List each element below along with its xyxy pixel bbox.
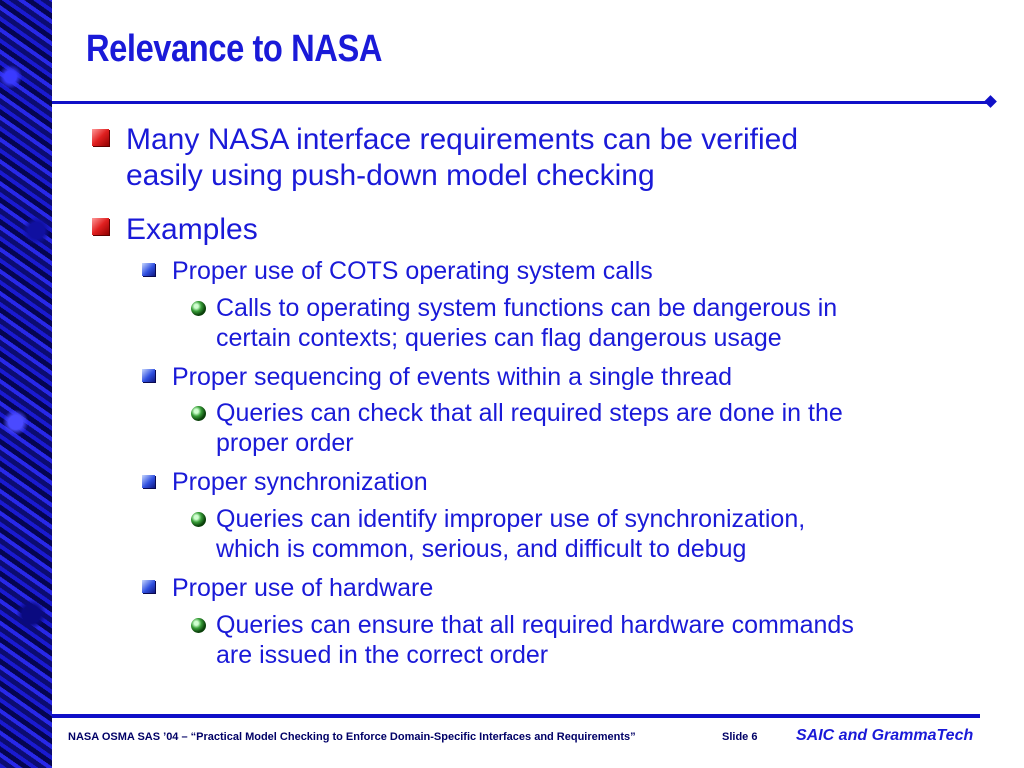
slide-title: Relevance to NASA	[86, 28, 382, 70]
sub-bullet-3-detail	[216, 504, 976, 564]
sub-bullet-2: Proper sequencing of events within a single thread	[172, 363, 733, 391]
green-sphere-bullet-icon	[191, 618, 206, 633]
detail-line: are issued in the correct order	[216, 641, 549, 669]
detail-line: Queries can check that all required steps are done in the	[216, 399, 843, 427]
bullet-1-line-2: easily using push-down model checking	[126, 159, 655, 192]
red-square-bullet-icon	[92, 218, 109, 235]
sub-bullet-2-detail	[216, 398, 976, 458]
sub-bullet-1: Proper use of COTS operating system calls	[172, 257, 653, 285]
detail-line: which is common, serious, and difficult to debug	[216, 535, 747, 563]
sub-bullet-3: Proper synchronization	[172, 468, 428, 496]
green-sphere-bullet-icon	[191, 301, 206, 316]
detail-line: proper order	[216, 429, 354, 457]
sub-bullet-4: Proper use of hardware	[172, 574, 434, 602]
detail-line: Queries can identify improper use of synchronization,	[216, 505, 806, 533]
sub-bullet-1-detail	[216, 293, 976, 353]
bullet-1-line-1: Many NASA interface requirements can be verified	[126, 123, 798, 156]
slide-number: Slide 6	[722, 731, 758, 743]
footer-citation: NASA OSMA SAS ’04 – “Practical Model Checking to Enforce Domain-Specific Interfaces and Requirements”	[68, 731, 636, 743]
blue-square-bullet-icon	[142, 475, 155, 488]
detail-line: Calls to operating system functions can be dangerous in	[216, 294, 838, 322]
red-square-bullet-icon	[92, 129, 109, 146]
bullet-1-text	[126, 122, 926, 194]
detail-line: certain contexts; queries can flag dangerous usage	[216, 324, 782, 352]
footer-divider	[52, 714, 980, 718]
sub-bullet-4-detail	[216, 610, 976, 670]
blue-square-bullet-icon	[142, 369, 155, 382]
blue-square-bullet-icon	[142, 580, 155, 593]
green-sphere-bullet-icon	[191, 406, 206, 421]
footer-organization: SAIC and GrammaTech	[796, 727, 974, 744]
bullet-2-text: Examples	[126, 213, 258, 246]
blue-square-bullet-icon	[142, 263, 155, 276]
green-sphere-bullet-icon	[191, 512, 206, 527]
detail-line: Queries can ensure that all required hardware commands	[216, 611, 854, 639]
